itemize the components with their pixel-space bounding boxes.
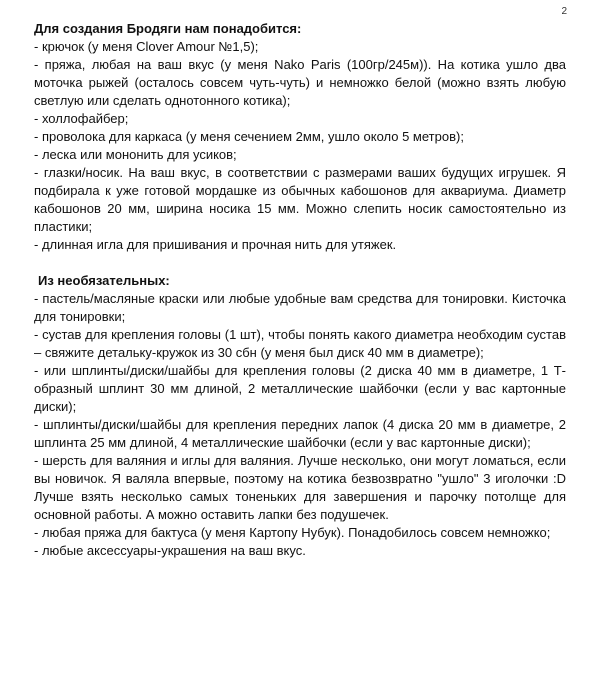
list-item: - длинная игла для пришивания и прочная нить для утяжек.	[34, 237, 397, 252]
optional-materials-list	[34, 290, 566, 560]
section-heading-optional: Из необязательных:	[38, 273, 170, 288]
page-number: 2	[561, 6, 567, 17]
list-item: - любая пряжа для бактуса (у меня Картопу Нубук). Понадобилось совсем немножко;	[34, 525, 551, 540]
list-item: - или шплинты/диски/шайбы для крепления головы (2 диска 40 мм в диаметре, 1 Т-образный шплинт 30 мм длиной, 2 металлические шайбочки (если у вас картонные диски);	[34, 363, 566, 414]
list-item: - пастель/масляные краски или любые удобные вам средства для тонировки. Кисточка для тонировки;	[34, 291, 566, 324]
document-body	[34, 20, 566, 560]
section-heading-required: Для создания Бродяги нам понадобится:	[34, 21, 302, 36]
list-item: - проволока для каркаса (у меня сечением 2мм, ушло около 5 метров);	[34, 129, 464, 144]
list-item: - крючок (у меня Clover Amour №1,5);	[34, 39, 259, 54]
list-item: - холлофайбер;	[34, 111, 129, 126]
list-item: - сустав для крепления головы (1 шт), чтобы понять какого диаметра необходим сустав – свяжите детальку-кружок из 30 сбн (у меня был диск 40 мм в диаметре);	[34, 327, 566, 360]
list-item: - глазки/носик. На ваш вкус, в соответствии с размерами ваших будущих игрушек. Я подбирала к уже готовой мордашке из обычных кабошонов для аквариума. Диаметр кабошонов 20 мм, ширина носика 15 мм. Можно слепить носик самостоятельно из пластики;	[34, 165, 566, 234]
list-item: - шерсть для валяния и иглы для валяния. Лучше несколько, они могут ломаться, если вы новичок. Я валяла впервые, поэтому на котика безвозвратно "ушло" 3 иголочки :D Лучше взять несколько самых тоненьких для завершения и парочку потолще для основной работы. А можно оставить лапки без подушечек.	[34, 453, 566, 522]
list-item: - любые аксессуары-украшения на ваш вкус.	[34, 543, 306, 558]
list-item: - шплинты/диски/шайбы для крепления передних лапок (4 диска 20 мм в диаметре, 2 шплинта 25 мм длиной, 4 металлические шайбочки (если у вас картонные диски);	[34, 417, 566, 450]
list-item: - леска или мононить для усиков;	[34, 147, 237, 162]
required-materials-list	[34, 38, 566, 254]
list-item: - пряжа, любая на ваш вкус (у меня Nako Paris (100гр/245м)). На котика ушло два моточка рыжей (осталось совсем чуть-чуть) и немножко белой (можно взять любую светлую или сделать однотонного котика);	[34, 57, 566, 108]
